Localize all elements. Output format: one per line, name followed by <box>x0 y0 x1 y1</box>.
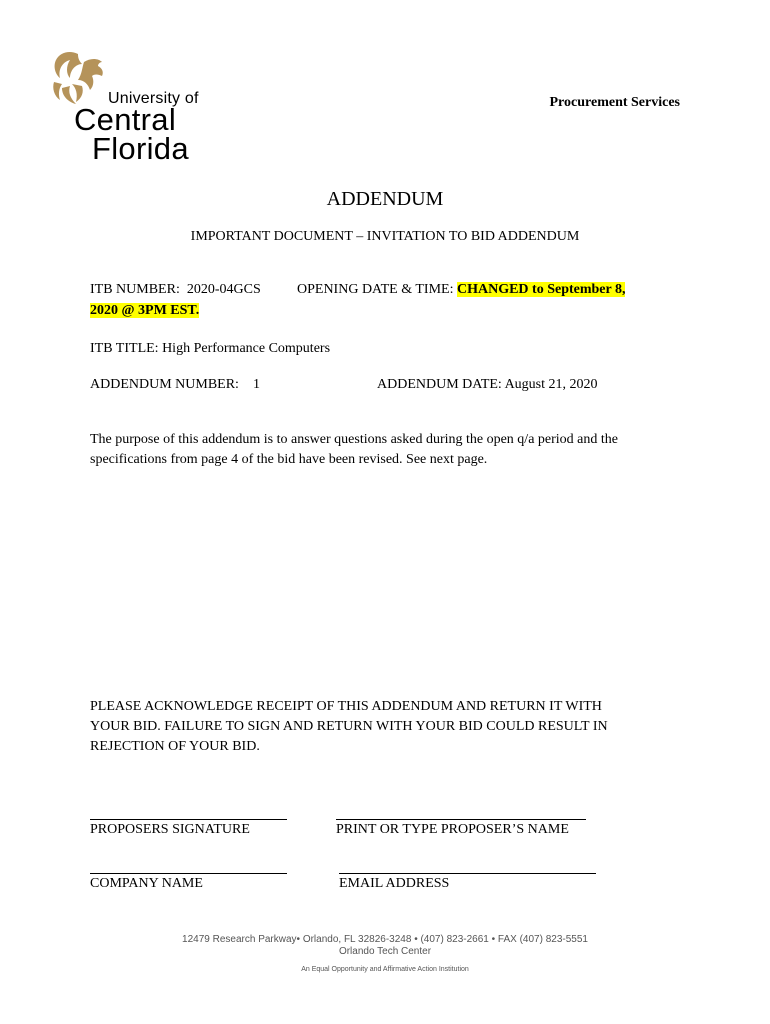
company-name-label: COMPANY NAME <box>90 876 203 891</box>
itb-number-value: 2020-04GCS <box>186 282 261 297</box>
proposer-signature-field[interactable] <box>90 819 287 820</box>
footer-eeo: An Equal Opportunity and Affirmative Action Institution <box>301 966 469 973</box>
purpose-line: The purpose of this addendum is to answer questions asked during the open q/a period and the <box>90 432 618 447</box>
purpose-paragraph <box>90 430 680 470</box>
logo-text-university: University of <box>108 90 199 107</box>
opening-date <box>297 282 625 298</box>
opening-date-continued <box>90 303 199 319</box>
addendum-date-value: August 21, 2020 <box>504 377 598 392</box>
opening-date-value-line2: 2020 @ 3PM EST. <box>90 303 200 318</box>
department-name: Procurement Services <box>549 95 680 110</box>
itb-number-label: ITB NUMBER: <box>90 282 180 297</box>
document-subtitle: IMPORTANT DOCUMENT – INVITATION TO BID ADDENDUM <box>190 229 580 244</box>
proposer-name-label: PRINT OR TYPE PROPOSER’S NAME <box>336 822 569 837</box>
footer-location: Orlando Tech Center <box>338 946 432 957</box>
pegasus-icon <box>48 48 110 110</box>
acknowledge-paragraph <box>90 697 680 757</box>
itb-title-value: High Performance Computers <box>162 341 331 356</box>
addendum-number <box>90 377 260 393</box>
ucf-logo <box>48 48 228 166</box>
addendum-number-value: 1 <box>252 377 260 392</box>
email-address-label: EMAIL ADDRESS <box>339 876 450 891</box>
opening-date-value: CHANGED to September 8, <box>456 282 626 297</box>
addendum-date-label: ADDENDUM DATE: <box>377 377 502 392</box>
acknowledge-line: YOUR BID. FAILURE TO SIGN AND RETURN WITH YOUR BID COULD RESULT IN <box>90 719 608 734</box>
proposer-name-field[interactable] <box>336 819 586 820</box>
logo-text-central: Central <box>74 102 177 137</box>
itb-title-label: ITB TITLE: <box>90 341 159 356</box>
acknowledge-line: PLEASE ACKNOWLEDGE RECEIPT OF THIS ADDENDUM AND RETURN IT WITH <box>90 699 602 714</box>
addendum-number-label: ADDENDUM NUMBER: <box>90 377 239 392</box>
proposer-signature-label: PROPOSERS SIGNATURE <box>90 822 250 837</box>
logo-text-florida: Florida <box>92 131 189 166</box>
document-title: ADDENDUM <box>326 188 444 210</box>
purpose-line: specifications from page 4 of the bid have been revised. See next page. <box>90 452 488 467</box>
itb-title <box>90 341 330 357</box>
company-name-field[interactable] <box>90 873 287 874</box>
email-address-field[interactable] <box>339 873 596 874</box>
acknowledge-line: REJECTION OF YOUR BID. <box>90 739 260 754</box>
opening-date-label: OPENING DATE & TIME: <box>297 282 454 297</box>
addendum-date <box>377 377 598 393</box>
itb-number <box>90 282 261 298</box>
footer-address: 12479 Research Parkway• Orlando, FL 32826-3248 • (407) 823-2661 • FAX (407) 823-5551 <box>182 934 588 945</box>
